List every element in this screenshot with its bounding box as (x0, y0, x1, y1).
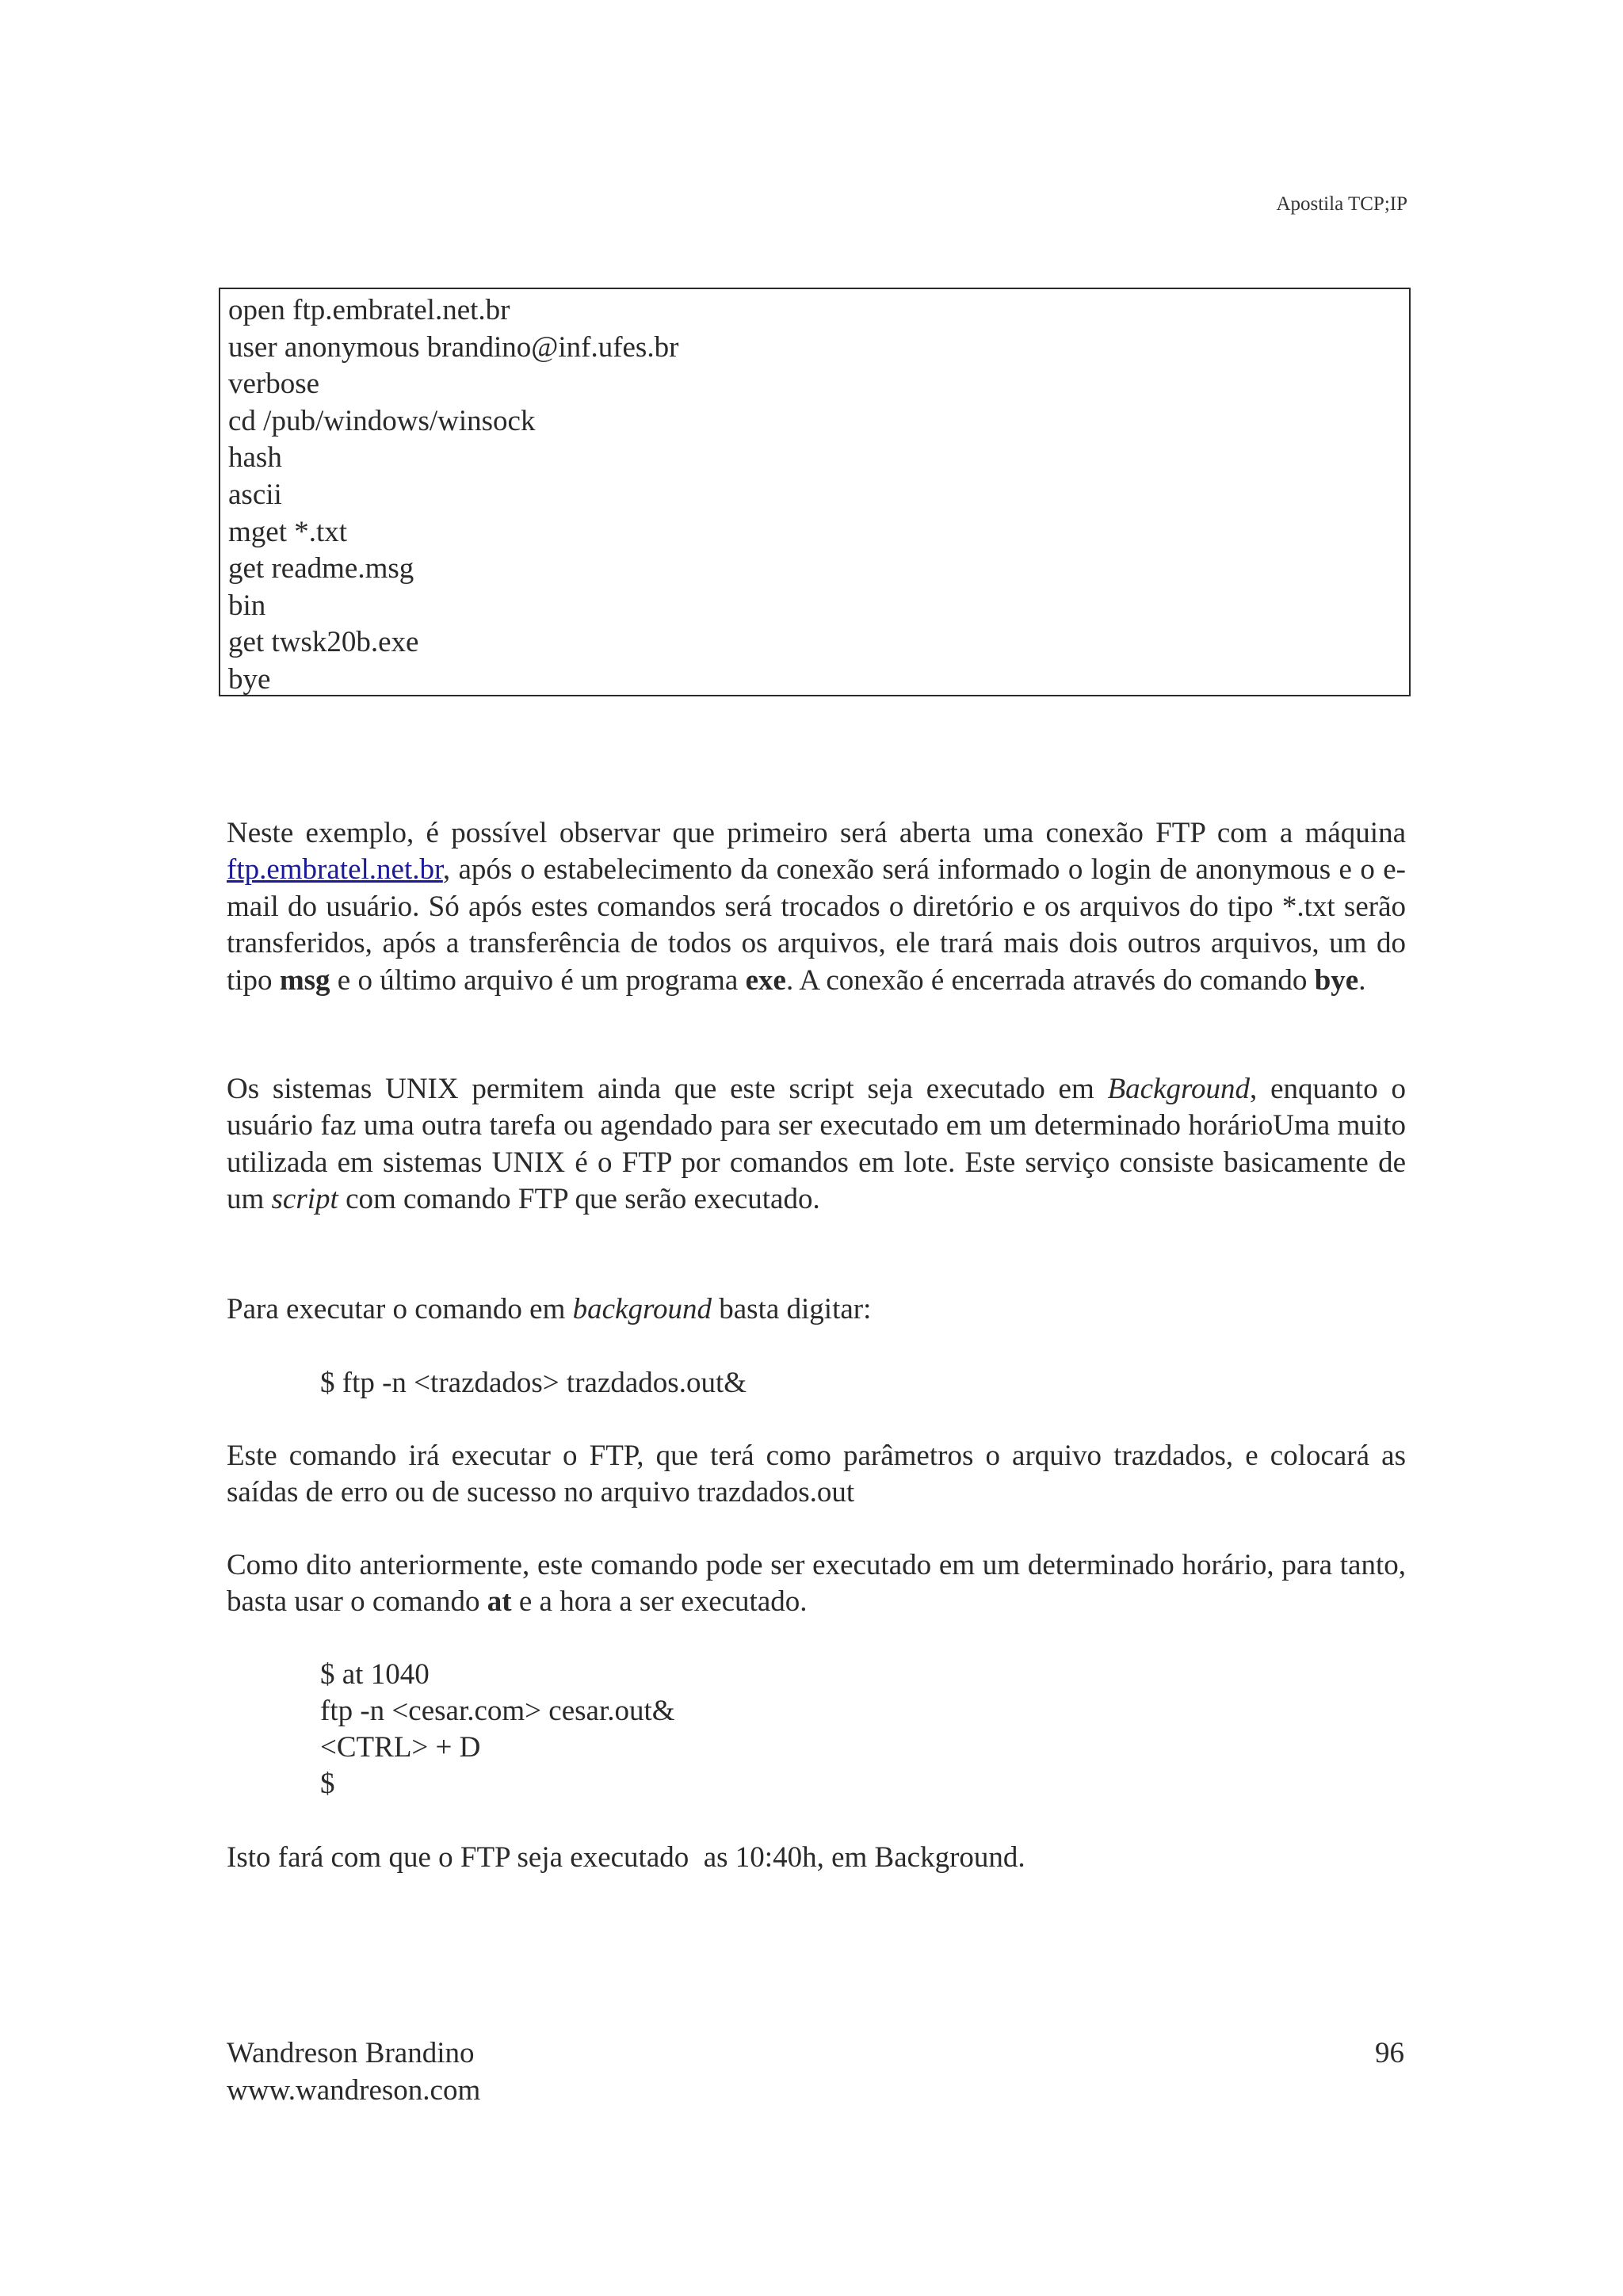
text-run: e o último arquivo é um programa (330, 963, 746, 997)
text-run: . A conexão é encerrada através do comando (785, 963, 1315, 997)
italic-term-background: background (572, 1293, 712, 1325)
paragraph-at-command (227, 1547, 1406, 1621)
italic-term-script: script (271, 1183, 338, 1216)
ftp-host-link[interactable]: ftp.embratel.net.br (227, 853, 443, 887)
text-run: com comando FTP que serão executado. (338, 1183, 820, 1216)
text-run: Para executar o comando em (227, 1293, 573, 1325)
text-run: Como dito anteriormente, este comando pode ser executado em um determinado horário, para tanto, basta usar o comando (227, 1549, 1406, 1619)
footer-author-block (227, 2035, 480, 2109)
bold-term-bye: bye (1314, 963, 1359, 997)
code-line: get readme.msg (228, 552, 414, 585)
code-line: get twsk20b.exe (228, 626, 419, 659)
code-line: verbose (228, 368, 320, 401)
code-line: bye (228, 662, 271, 696)
paragraph-text (227, 1547, 1406, 1621)
text-run: , após o estabelecimento da conexão será informado o login de anonymous e o e-mail do usuário. Só após estes comandos será trocados o diretório e os arquivos do tipo *.txt serão transferidos, após a transferência de todos os arquivos, ele trará mais dois outros arquivos, um do tipo (227, 853, 1406, 997)
command-example-ftp: $ ftp -n <trazdados> trazdados.out& (320, 1367, 747, 1399)
text-run: Neste exemplo, é possível observar que primeiro será aberta uma conexão FTP com a máquina (227, 817, 1406, 849)
italic-term-background: Background (1107, 1073, 1251, 1105)
text-run: basta digitar: (712, 1293, 872, 1325)
page-number: 96 (1375, 2037, 1404, 2069)
text-run: . (1358, 963, 1366, 997)
paragraph-conclusion (227, 1840, 1406, 1876)
code-line: open ftp.embratel.net.br (228, 294, 510, 326)
text-run: , enquanto o usuário faz uma outra tarefa ou agendado para ser executado em um determinado horárioUma muito utilizada em sistemas UNIX é o FTP por comandos em lote. Este serviço consiste basicamente de um (227, 1073, 1407, 1216)
running-header: Apostila TCP;IP (1276, 193, 1407, 215)
code-line: bin (228, 589, 266, 622)
text-run: e a hora a ser executado. (511, 1585, 808, 1619)
paragraph-run-background (227, 1291, 1406, 1328)
code-line: mget *.txt (228, 515, 348, 548)
paragraph-text (227, 1071, 1406, 1219)
bold-term-msg: msg (279, 963, 330, 997)
paragraph-command-explanation (227, 1438, 1406, 1512)
paragraph-example-explanation (227, 815, 1406, 999)
command-example-at-line: ftp -n <cesar.com> cesar.out& (320, 1695, 675, 1727)
code-line: hash (228, 441, 282, 475)
bold-term-exe: exe (745, 963, 786, 997)
footer-author: Wandreson Brandino (227, 2037, 475, 2069)
footer-website: www.wandreson.com (227, 2074, 481, 2107)
code-line: cd /pub/windows/winsock (228, 404, 536, 437)
paragraph-text (227, 1291, 1406, 1328)
paragraph-text: Isto fará com que o FTP seja executado as 10:40h, em Background. (227, 1841, 1025, 1874)
paragraph-text: Este comando irá executar o FTP, que terá como parâmetros o arquivo trazdados, e colocará as saídas de erro ou de sucesso no arquivo trazdados.out (227, 1440, 1406, 1509)
ftp-script-box (219, 288, 1411, 696)
bold-term-at: at (487, 1585, 512, 1619)
command-example-at-line: <CTRL> + D (320, 1731, 481, 1764)
command-example-at-line: $ at 1040 (320, 1658, 430, 1691)
command-example-at-line: $ (320, 1768, 335, 1800)
text-run: Os sistemas UNIX permitem ainda que este script seja executado em (227, 1073, 1108, 1105)
paragraph-unix-background (227, 1071, 1406, 1219)
code-line: ascii (228, 478, 282, 511)
paragraph-text (227, 815, 1406, 999)
code-line: user anonymous brandino@inf.ufes.br (228, 330, 679, 364)
